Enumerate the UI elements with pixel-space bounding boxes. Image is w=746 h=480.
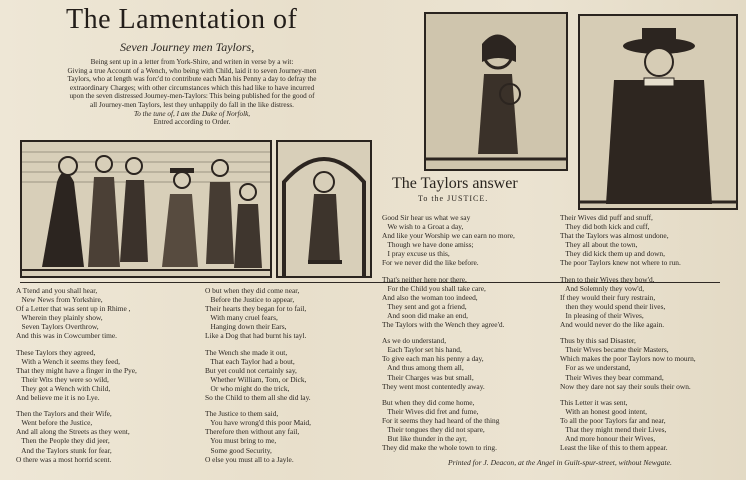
stanza: O but when they did come near, Before the Justice to appear, Their hearts they began for to fail, With many cruel fears, Hanging down their Ears, Like a Dog that had burnt his tayl. <box>205 286 307 341</box>
stanza: Then the Taylors and their Wife, Went before the Justice, And all along the Streets as they went, Then the People they did jeer, And the Taylors stunk for fear, O there was a most horrid scent. <box>16 409 130 464</box>
printer-imprint: Printed for J. Deacon, at the Angel in Guilt-spur-street, without Newgate. <box>448 458 672 467</box>
woodcut-group-figures <box>20 140 272 278</box>
stanza: A Ttend and you shall hear, New News from Yorkshire, Of a Letter that was sent up in Rhime , Wherein they plainly show, Seven Taylors Overthrow, And this was in Cowcumber time. <box>16 286 131 341</box>
page-title: The Lamentation of <box>66 4 298 35</box>
stanza: Their Wives did puff and snuff, They did both kick and cuff, That the Taylors was almost undone, They all about the town, They did kick them up and down, The poor Taylors knew not where to run. <box>560 213 681 268</box>
intro-line: upon the seven distressed Journey-men-Taylors: This being published for the good of <box>69 92 315 101</box>
intro-text <box>26 58 358 127</box>
verse-column-3 <box>382 213 560 452</box>
intro-line: Being sent up in a letter from York-Shire, and writen in verse by a wit: <box>90 58 294 66</box>
stanza: This Letter it was sent, With an honest good intent, To all the poor Taylors far and near, That they might mend their Lives, And more honour their Wives, Least the like of this to them appear. <box>560 397 668 453</box>
stanza: That's neither here nor there, For the Child you shall take care, And also the woman too indeed, They sent and got a friend, And soon did make an end, The Taylors with the Wench they agree'd. <box>382 274 505 330</box>
intro-line: extraordinary Charges; with other circumstances which this had like to have incurred <box>69 83 315 92</box>
verse-column-4 <box>560 213 738 452</box>
verse-column-2 <box>205 286 383 464</box>
woodcut-standing-man <box>424 12 568 171</box>
stanza: The Wench she made it out, That each Taylor had a bout, But yet could not certainly say, Whether William, Tom, or Dick, Or who might do the trick, So the Child to them all she did lay. <box>205 347 311 403</box>
woodcut-arch-figure <box>276 140 372 278</box>
stanza: Then to their Wives they bow'd, And Solemnly they vow'd, If they would their fury restrain, then they would spend their lives, In pleasing of their Wives, And would never do the like again. <box>560 274 666 330</box>
stanza: But when they did come home, Their Wives did fret and fume, For it seems they had heard of the thing Their tongues they did not spare, But like thunder in the ayr, They did make the whole town to ring. <box>382 397 500 453</box>
verse-column-1 <box>16 286 206 464</box>
woodcut-gentleman <box>578 14 738 210</box>
intro-line: all Journey-men Taylors, lest they unhappily do fall in the like distress. <box>90 100 294 109</box>
answer-title: The Taylors answer <box>392 175 518 192</box>
intro-line: Taylors, who at length was forc'd to contribute each Man his Penny a day to defray the <box>67 75 317 84</box>
intro-line: Giving a true Account of a Wench, who being with Child, laid it to seven Journey-men <box>67 66 317 75</box>
stanza: The Justice to them said, You have wrong'd this poor Maid, Therefore then without any fail, You must bring to me, Some good Security, O else you must all to a Jayle. <box>205 409 312 464</box>
stanza: As we do understand, Each Taylor set his hand, To give each man his penny a day, And thus among them all, Their Charges was but small, They went most contentedly away. <box>382 336 485 391</box>
stanza: Thus by this sad Disaster, Their Wives became their Masters, Which makes the poor Taylors now to mourn, For as we understand, Their Wives they bear command, Now they dare not say their souls their own. <box>560 336 696 391</box>
intro-line: To the tune of, I am the Duke of Norfolk, <box>133 109 251 118</box>
stanza: These Taylors they agreed, With a Wench it seems they feed, That they might have a finger in the Pye, Their Wits they were so wild, They got a Wench with Child, And believe me it is no Lye. <box>16 347 137 403</box>
intro-line: Entred according to Order. <box>153 118 231 127</box>
stanza: Good Sir hear us what we say We wish to a Groat a day, And like your Worship we can earn no more, Though we have done amiss; I pray excuse us this, For we never did the like before. <box>382 213 515 268</box>
page-subtitle: Seven Journey men Taylors, <box>120 40 255 54</box>
answer-subtitle: To the JUSTICE. <box>418 194 489 203</box>
